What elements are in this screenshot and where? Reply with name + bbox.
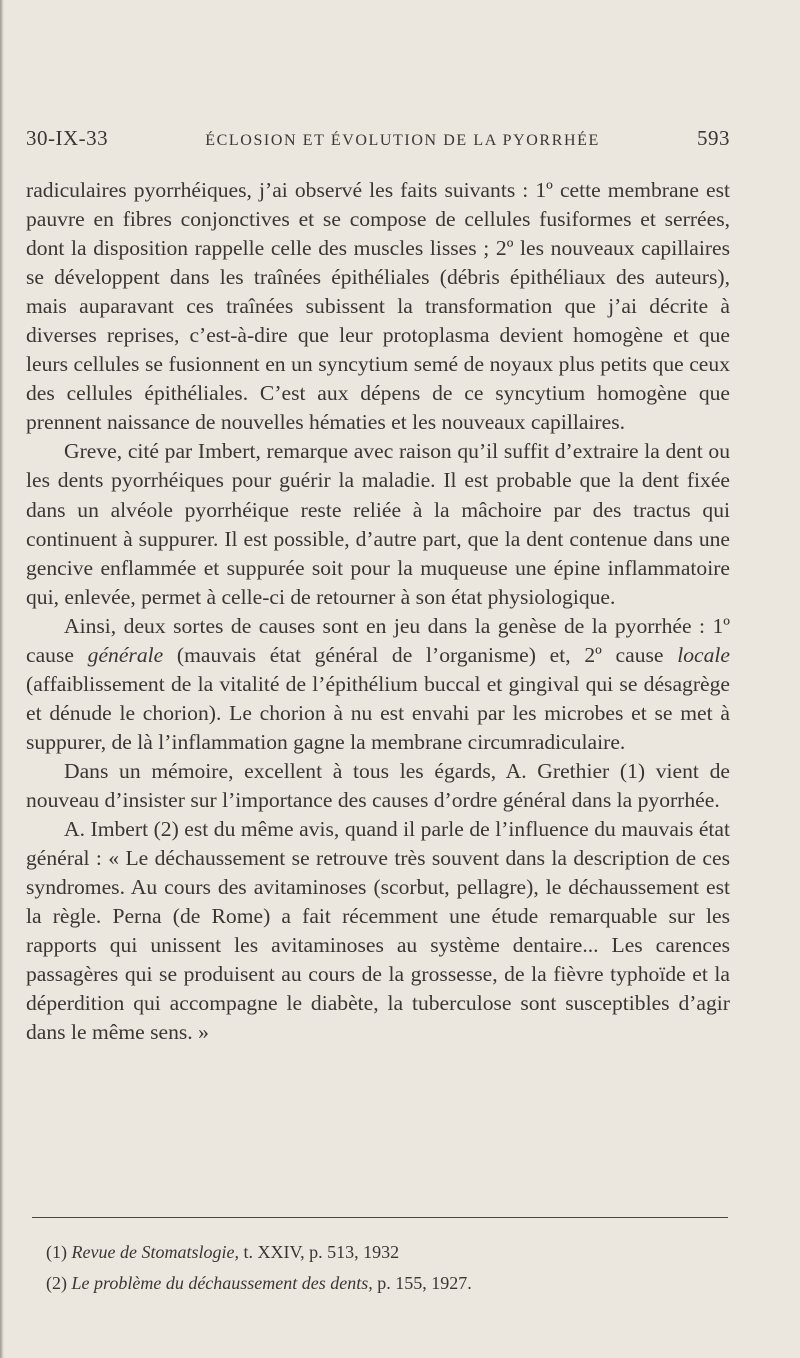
page-edge-shadow <box>0 0 4 1358</box>
italic-term: générale <box>87 642 164 667</box>
paragraph <box>26 815 730 1047</box>
footnote-separator <box>32 1217 728 1218</box>
footnote-number: (1) <box>46 1242 72 1262</box>
body-text <box>26 176 730 1047</box>
footnote-number: (2) <box>46 1273 72 1293</box>
footnote-reference: p. 155, 1927. <box>372 1273 472 1293</box>
paragraph-text: Greve, cité par Imbert, remarque avec raison qu’il suffit d’extraire la dent ou les dents pyorrhéiques pour guérir la maladie. Il est probable que la dent fixée dans un alvéole pyorrhéique reste reliée à la mâchoire par des tractus qui continuent à suppurer. Il est possible, d’autre part, que la dent contenue dans une gencive enflammée et suppurée soit pour la muqueuse une épine inflammatoire qui, enlevée, permet à celle-ci de retourner à son état physiologique. <box>26 439 730 609</box>
footnote-source: Le problème du déchaussement des dents, <box>71 1273 373 1293</box>
footnote-source: Revue de Stomatslogie, <box>71 1242 239 1262</box>
footnotes <box>46 1237 706 1299</box>
running-header <box>26 126 730 151</box>
paragraph <box>26 176 730 437</box>
paragraph-text: radiculaires pyorrhéiques, j’ai observé les faits suivants : 1º cette membrane est pauvre en fibres conjonctives et se compose de cellules fusiformes et serrées, dont la disposition rappelle celle des muscles lisses ; 2º les nouveaux capillaires se développent dans les traînées épithéliales (débris épithéliaux des auteurs), mais auparavant ces traînées subissent la transformation que j’ai décrite à diverses reprises, c’est-à-dire que leur protoplasma devient homogène et que leurs cellules se fusionnent en un syncytium semé de noyaux plus petits que ceux des cellules épithéliales. C’est aux dépens de ce syncytium homogène que prennent naissance de nouvelles hématies et les nouveaux capillaires. <box>26 178 730 435</box>
paragraph-text: Dans un mémoire, excellent à tous les égards, A. Grethier (1) vient de nouveau d’insister sur l’importance des causes d’ordre général dans la pyorrhée. <box>26 758 730 812</box>
paragraph <box>26 612 730 757</box>
footnote <box>46 1268 706 1299</box>
paragraph-text: A. Imbert (2) est du même avis, quand il parle de l’influence du mauvais état général : « Le déchaussement se retrouve très souvent dans la description de ces syndromes. Au cours des avitaminoses (scorbut, pellagre), le déchaussement est la règle. Perna (de Rome) a fait récemment une étude remarquable sur les rapports qui unissent les avitaminoses au système dentaire... Les carences passagères qui se produisent au cours de la grossesse, de la fièvre typhoïde et la déperdition qui accompagne le diabète, la tuberculose sont susceptibles d’agir dans le même sens. » <box>26 817 730 1045</box>
footnote-reference: t. XXIV, p. 513, 1932 <box>238 1242 400 1262</box>
paragraph-text: (affaiblissement de la vitalité de l’épithélium buccal et gingival qui se désagrège et dénude le chorion). Le chorion à nu est envahi par les microbes et se met à suppurer, de là l’inflammation gagne la membrane circumradiculaire. <box>26 671 730 754</box>
page-number: 593 <box>697 126 730 150</box>
italic-term: locale <box>677 642 730 667</box>
footnote <box>46 1237 706 1268</box>
paragraph-text: (mauvais état général de l’organisme) et, 2º cause <box>163 642 678 667</box>
paragraph <box>26 437 730 611</box>
header-title: ÉCLOSION ET ÉVOLUTION DE LA PYORRHÉE <box>205 132 600 149</box>
paragraph <box>26 757 730 815</box>
header-date: 30-IX-33 <box>26 126 109 150</box>
paragraph-text: Ainsi, deux sortes de causes sont en jeu dans la genèse de la pyorrhée : 1º cause <box>26 613 730 667</box>
